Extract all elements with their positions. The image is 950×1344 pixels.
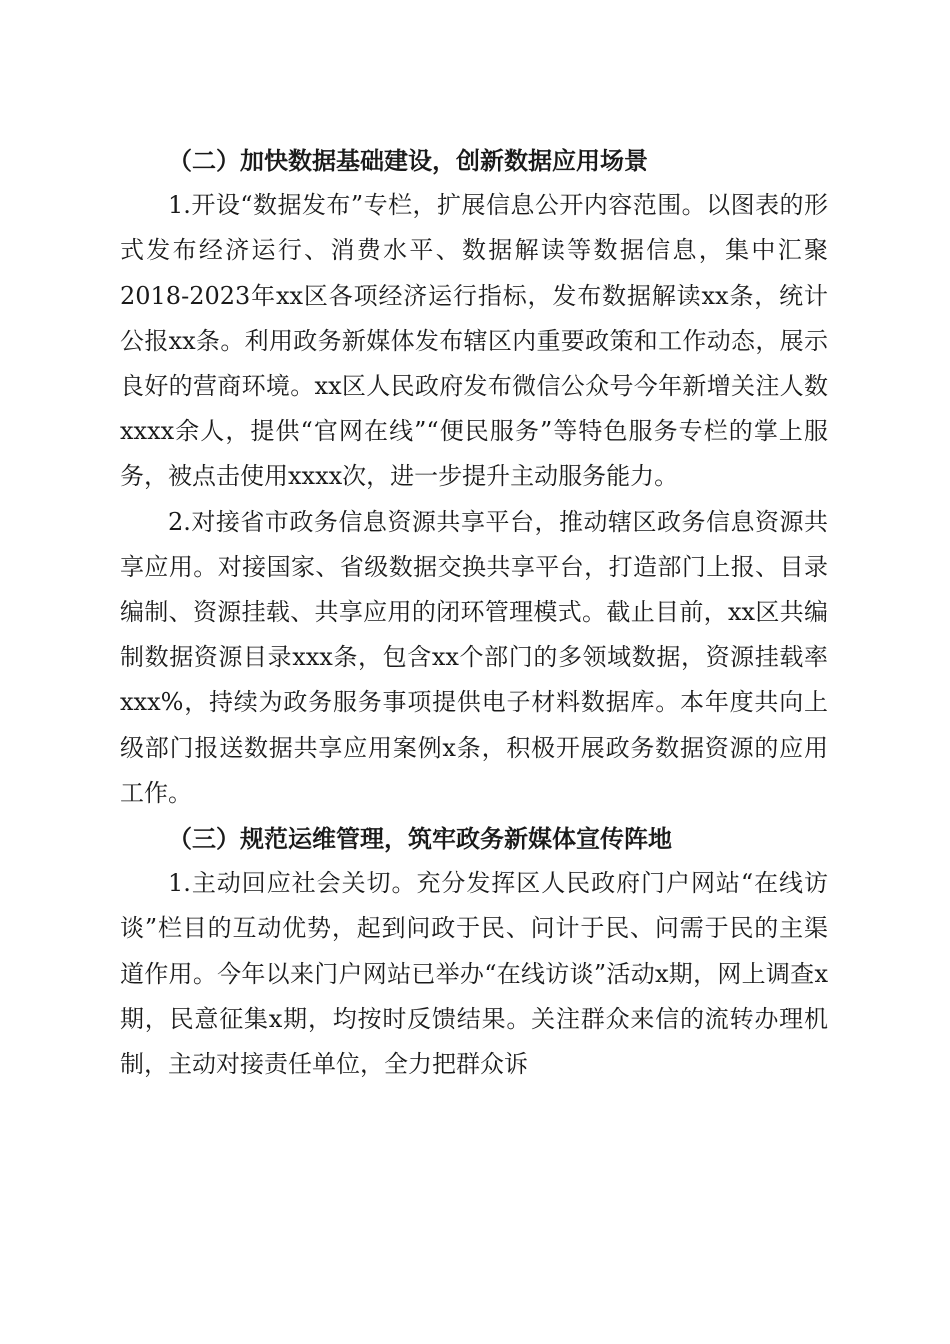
paragraph-data-publish: 1.开设“数据发布”专栏，扩展信息公开内容范围。以图表的形式发布经济运行、消费水平、数据解读等数据信息，集中汇聚2018-2023年xx区各项经济运行指标，发布数据解读xx条，统计公报xx条。利用政务新媒体发布辖区内重要政策和工作动态，展示良好的营商环境。xx区人民政府发布微信公众号今年新增关注人数xxxx余人，提供“官网在线”“便民服务”等特色服务专栏的掌上服务，被点击使用xxxx次，进一步提升主动服务能力。 (120, 191, 828, 491)
paragraph-data-sharing: 2.对接省市政务信息资源共享平台，推动辖区政务信息资源共享应用。对接国家、省级数据交换共享平台，打造部门上报、目录编制、资源挂载、共享应用的闭环管理模式。截止目前，xx区共编制数据资源目录xxx条，包含xx个部门的多领域数据，资源挂载率xxx%，持续为政务服务事项提供电子材料数据库。本年度共向上级部门报送数据共享应用案例x条，积极开展政务数据资源的应用工作。 (120, 507, 828, 807)
section-heading-3: （三）规范运维管理，筑牢政务新媒体宣传阵地 (168, 824, 672, 854)
paragraph-public-response: 1.主动回应社会关切。充分发挥区人民政府门户网站“在线访谈”栏目的互动优势，起到问政于民、问计于民、问需于民的主渠道作用。今年以来门户网站已举办“在线访谈”活动x期，网上调查x期，民意征集x期，均按时反馈结果。关注群众来信的流转办理机制，主动对接责任单位，全力把群众诉 (120, 869, 828, 1079)
section-heading-2: （二）加快数据基础建设，创新数据应用场景 (168, 146, 648, 175)
document-body (120, 138, 828, 1087)
